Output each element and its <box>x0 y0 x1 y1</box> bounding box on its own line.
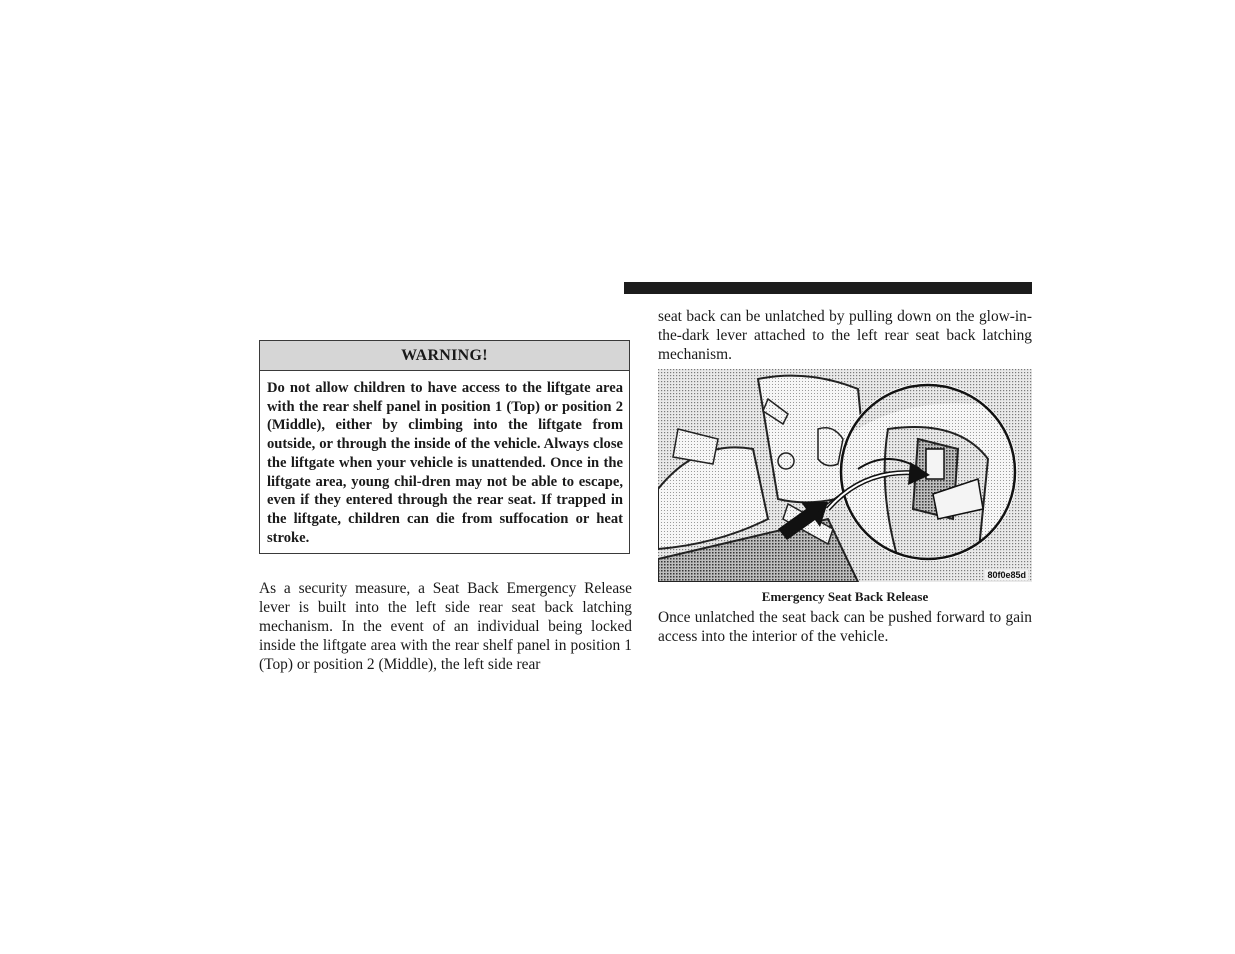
body-paragraph-right-1: seat back can be unlatched by pulling down on the glow-in-the-dark lever attached to the left rear seat back latching mechanism. <box>658 308 1032 363</box>
emergency-release-illustration <box>658 369 1032 582</box>
section-header-rule <box>624 282 1032 294</box>
warning-title: WARNING! <box>260 341 629 371</box>
body-paragraph-right-2: Once unlatched the seat back can be pushed forward to gain access into the interior of the vehicle. <box>658 609 1032 645</box>
warning-box <box>259 340 630 554</box>
body-paragraph-left: As a security measure, a Seat Back Emergency Release lever is built into the left side rear seat back latching mechanism. In the event of an individual being locked inside the liftgate area with the rear shelf panel in position 1 (Top) or position 2 (Middle), the left side rear <box>259 580 632 673</box>
figure-code: 80f0e85d <box>987 570 1026 580</box>
warning-text: Do not allow children to have access to the liftgate area with the rear shelf panel in position 1 (Top) or position 2 (Middle), either by climbing into the liftgate from outside, or through the inside of the vehicle. Always close the liftgate when your vehicle is unattended. Once in the liftgate area, young chil-dren may not be able to escape, even if they entered through the rear seat. If trapped in the liftgate, children can die from suffocation or heat stroke. <box>267 380 623 546</box>
figure-caption: Emergency Seat Back Release <box>761 589 929 604</box>
seat-latch-illustration <box>658 369 1032 582</box>
